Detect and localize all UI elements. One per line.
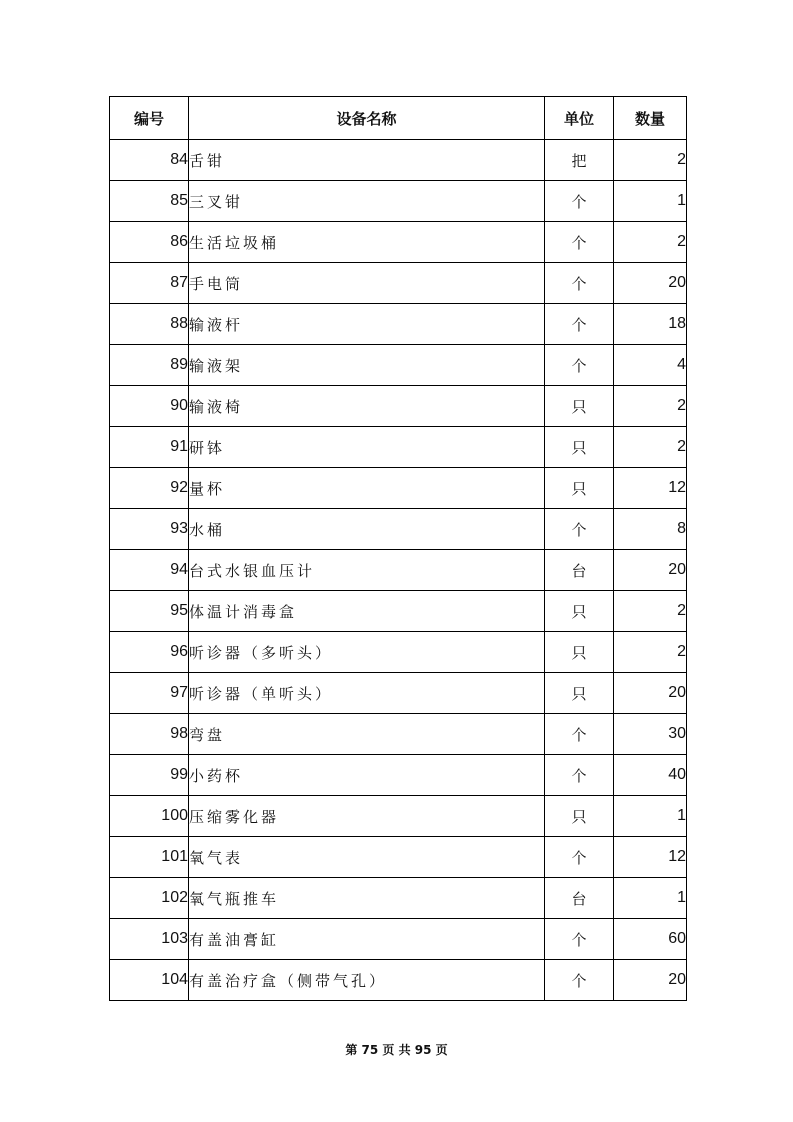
cell-unit: 只 <box>545 632 614 673</box>
cell-unit: 只 <box>545 673 614 714</box>
cell-unit: 把 <box>545 140 614 181</box>
table-row <box>110 550 687 591</box>
cell-equipment-name: 水桶 <box>189 509 545 550</box>
table-row <box>110 960 687 1001</box>
cell-number: 88 <box>110 304 189 345</box>
cell-quantity: 1 <box>614 796 687 837</box>
cell-equipment-name: 氧气瓶推车 <box>189 878 545 919</box>
cell-number: 98 <box>110 714 189 755</box>
cell-quantity: 12 <box>614 468 687 509</box>
cell-number: 103 <box>110 919 189 960</box>
table-row <box>110 673 687 714</box>
header-unit: 单位 <box>545 97 614 140</box>
cell-quantity: 1 <box>614 181 687 222</box>
cell-quantity: 20 <box>614 960 687 1001</box>
cell-quantity: 18 <box>614 304 687 345</box>
cell-equipment-name: 输液椅 <box>189 386 545 427</box>
cell-equipment-name: 手电筒 <box>189 263 545 304</box>
cell-unit: 台 <box>545 878 614 919</box>
cell-quantity: 20 <box>614 550 687 591</box>
cell-equipment-name: 三叉钳 <box>189 181 545 222</box>
table-row <box>110 632 687 673</box>
cell-number: 86 <box>110 222 189 263</box>
cell-unit: 个 <box>545 304 614 345</box>
cell-number: 95 <box>110 591 189 632</box>
cell-unit: 个 <box>545 919 614 960</box>
cell-quantity: 1 <box>614 878 687 919</box>
cell-quantity: 2 <box>614 386 687 427</box>
header-quantity: 数量 <box>614 97 687 140</box>
table-row <box>110 837 687 878</box>
cell-quantity: 8 <box>614 509 687 550</box>
table-row <box>110 509 687 550</box>
cell-equipment-name: 研钵 <box>189 427 545 468</box>
table-row <box>110 714 687 755</box>
cell-number: 104 <box>110 960 189 1001</box>
cell-equipment-name: 有盖油膏缸 <box>189 919 545 960</box>
cell-number: 92 <box>110 468 189 509</box>
cell-number: 89 <box>110 345 189 386</box>
table-row <box>110 345 687 386</box>
cell-quantity: 2 <box>614 427 687 468</box>
cell-equipment-name: 压缩雾化器 <box>189 796 545 837</box>
cell-equipment-name: 弯盘 <box>189 714 545 755</box>
cell-quantity: 20 <box>614 263 687 304</box>
cell-unit: 只 <box>545 386 614 427</box>
cell-equipment-name: 输液架 <box>189 345 545 386</box>
cell-unit: 个 <box>545 509 614 550</box>
cell-unit: 只 <box>545 591 614 632</box>
table-row <box>110 427 687 468</box>
cell-number: 99 <box>110 755 189 796</box>
table-row <box>110 181 687 222</box>
page-number-footer: 第 75 页 共 95 页 <box>345 1043 448 1057</box>
table-row <box>110 796 687 837</box>
cell-unit: 只 <box>545 468 614 509</box>
cell-number: 90 <box>110 386 189 427</box>
cell-number: 102 <box>110 878 189 919</box>
cell-unit: 台 <box>545 550 614 591</box>
cell-equipment-name: 听诊器（单听头） <box>189 673 545 714</box>
cell-quantity: 40 <box>614 755 687 796</box>
table-row <box>110 468 687 509</box>
cell-quantity: 2 <box>614 591 687 632</box>
cell-unit: 个 <box>545 960 614 1001</box>
cell-equipment-name: 有盖治疗盒（侧带气孔） <box>189 960 545 1001</box>
cell-number: 96 <box>110 632 189 673</box>
cell-number: 101 <box>110 837 189 878</box>
cell-quantity: 2 <box>614 222 687 263</box>
table-row <box>110 878 687 919</box>
cell-equipment-name: 量杯 <box>189 468 545 509</box>
cell-number: 87 <box>110 263 189 304</box>
table-row <box>110 140 687 181</box>
cell-equipment-name: 氧气表 <box>189 837 545 878</box>
table-row <box>110 263 687 304</box>
table-row <box>110 591 687 632</box>
cell-equipment-name: 台式水银血压计 <box>189 550 545 591</box>
table-header-row <box>110 97 687 140</box>
table-row <box>110 755 687 796</box>
cell-equipment-name: 听诊器（多听头） <box>189 632 545 673</box>
cell-number: 85 <box>110 181 189 222</box>
cell-unit: 个 <box>545 345 614 386</box>
cell-number: 91 <box>110 427 189 468</box>
cell-number: 93 <box>110 509 189 550</box>
table-row <box>110 919 687 960</box>
cell-quantity: 60 <box>614 919 687 960</box>
table-body <box>110 140 687 1001</box>
cell-unit: 只 <box>545 796 614 837</box>
cell-unit: 个 <box>545 755 614 796</box>
cell-equipment-name: 生活垃圾桶 <box>189 222 545 263</box>
cell-unit: 只 <box>545 427 614 468</box>
cell-quantity: 4 <box>614 345 687 386</box>
equipment-table <box>109 96 687 1001</box>
cell-unit: 个 <box>545 263 614 304</box>
cell-number: 100 <box>110 796 189 837</box>
header-number: 编号 <box>110 97 189 140</box>
cell-number: 94 <box>110 550 189 591</box>
cell-equipment-name: 舌钳 <box>189 140 545 181</box>
cell-quantity: 20 <box>614 673 687 714</box>
table-row <box>110 386 687 427</box>
cell-number: 97 <box>110 673 189 714</box>
cell-number: 84 <box>110 140 189 181</box>
cell-equipment-name: 输液杆 <box>189 304 545 345</box>
cell-unit: 个 <box>545 714 614 755</box>
cell-quantity: 2 <box>614 632 687 673</box>
table-row <box>110 304 687 345</box>
cell-equipment-name: 小药杯 <box>189 755 545 796</box>
cell-unit: 个 <box>545 222 614 263</box>
cell-unit: 个 <box>545 837 614 878</box>
table-row <box>110 222 687 263</box>
cell-quantity: 12 <box>614 837 687 878</box>
cell-quantity: 30 <box>614 714 687 755</box>
cell-unit: 个 <box>545 181 614 222</box>
cell-equipment-name: 体温计消毒盒 <box>189 591 545 632</box>
header-equipment-name: 设备名称 <box>189 97 545 140</box>
cell-quantity: 2 <box>614 140 687 181</box>
